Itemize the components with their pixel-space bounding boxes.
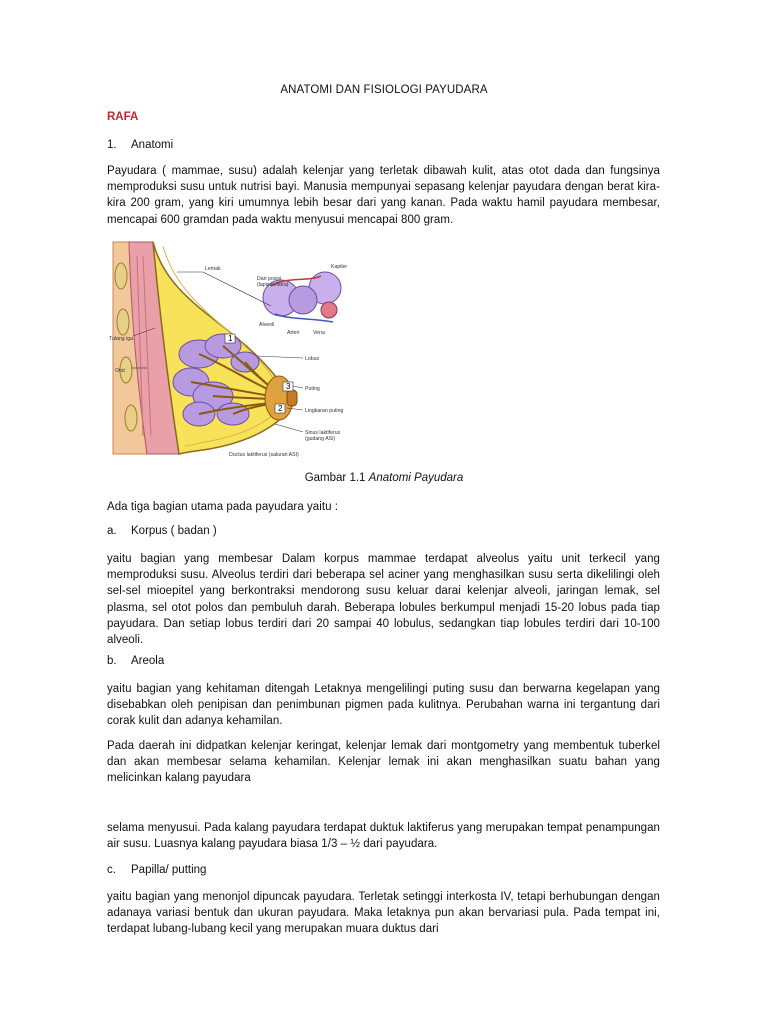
marker-1: 1	[228, 334, 233, 343]
part-b-title: Areola	[131, 655, 165, 667]
label-lemak: Lemak	[205, 266, 221, 272]
part-b-text-3: selama menyusui. Pada kalang payudara terdapat duktuk laktiferus yang merupakan tempat penampungan air susu. Luasnya kalang payudara biasa 1/3 – ½ dari payudara.	[107, 822, 660, 851]
parts-intro: Ada tiga bagian utama pada payudara yaitu :	[107, 501, 339, 513]
figure-caption	[0, 472, 768, 484]
section-heading-anatomi	[107, 139, 173, 151]
label-kapiler: Kapiler	[331, 264, 348, 270]
part-c-heading	[107, 864, 206, 876]
label-puting: Puting	[305, 386, 320, 392]
label-dari-posisi: Dari posisi	[257, 276, 282, 282]
part-b-text-1: yaitu bagian yang kehitaman ditengah Letaknya mengelilingi puting susu dan berwarna kegelapan yang disebabkan oleh penipisan dan penimbunan pigmen pada kulitnya. Perubahan warna ini tergantung dari corak kulit dan adanya kehamilan.	[107, 683, 660, 728]
section-title: Anatomi	[131, 139, 174, 151]
part-b-heading	[107, 655, 164, 667]
label-sinus-1: Sinus laktiferus	[305, 430, 341, 436]
label-lapisan: (lapisan/fibra)	[257, 282, 289, 288]
part-b-letter: b.	[107, 655, 117, 667]
label-lingkaran-puting: Lingkaran puting	[305, 408, 344, 414]
part-a-text: yaitu bagian yang membesar Dalam korpus mammae terdapat alveolus yaitu unit terkecil yang memproduksi susu. Alveolus terdiri dari beberapa sel aciner yang menghasilkan susu serta dikelilingi oleh sel-sel mioepitel yang berkontraksi mendorong susu keluar darai kelenjar alveoli, jaringan lemak, sel plasma, sel otot polos dan pembuluh darah. Beberapa lobules berkumpul menjadi 15-20 lobus pada tiap payudara. Dan setiap lobus terdiri dari 20 sampai 40 lobulus, sedangkan tiap lobules terdiri dari 10-100 alveoli.	[107, 553, 660, 647]
section-number: 1.	[107, 139, 117, 151]
label-lobus: Lobus	[305, 356, 320, 362]
label-otot: Otot	[115, 368, 125, 374]
part-a-title: Korpus ( badan )	[131, 525, 217, 537]
caption-title: Anatomi Payudara	[368, 472, 464, 484]
intro-paragraph: Payudara ( mammae, susu) adalah kelenjar yang terletak dibawah kulit, atas otot dada dan fungsinya memproduksi susu untuk nutrisi bayi. Manusia mempunyai sepasang kelenjar payudara dengan berat kira- kira 200 gram, yang kiri umumnya lebih besar dari yang kanan. Pada waktu hamil payudara membesar, mencapai 600 gramdan pada waktu menyusui mencapai 800 gram.	[107, 165, 660, 226]
marker-3: 3	[286, 382, 291, 391]
marker-2: 2	[278, 404, 283, 413]
part-c-text: yaitu bagian yang menonjol dipuncak payudara. Terletak setinggi interkosta IV, tetapi berhubungan dengan adanaya variasi bentuk dan ukuran payudara. Maka letaknya pun akan bervariasi pula. Pada tempat ini, terdapat lubang-lubang kecil yang merupakan muara duktus dari	[107, 891, 660, 936]
part-b-text-2: Pada daerah ini didpatkan kelenjar keringat, kelenjar lemak dari montgometry yang membentuk tuberkel dan akan membesar selama kehamilan. Kelenjar lemak ini akan menghasilkan suatu bahan yang melicinkan kalang payudara	[107, 740, 660, 785]
part-c-title: Papilla/ putting	[131, 864, 207, 876]
breast-anatomy-illustration	[107, 236, 357, 460]
part-a-heading	[107, 525, 217, 537]
part-c-letter: c.	[107, 864, 116, 876]
label-ductus: Ductus laktiferus (saluran ASI)	[229, 452, 299, 458]
label-alveoli: Alveoli	[259, 322, 275, 328]
label-sinus-2: (gudang ASI)	[305, 436, 336, 442]
label-vena: Vena	[313, 330, 325, 336]
label-tulang-iga: Tulang iga	[109, 336, 134, 342]
document-title: ANATOMI DAN FISIOLOGI PAYUDARA	[280, 84, 488, 96]
part-a-letter: a.	[107, 525, 117, 537]
caption-prefix: Gambar 1.1	[304, 472, 366, 484]
label-arteri: Arteri	[287, 330, 300, 336]
author-name: RAFA	[107, 111, 139, 123]
anatomy-figure	[107, 236, 357, 460]
